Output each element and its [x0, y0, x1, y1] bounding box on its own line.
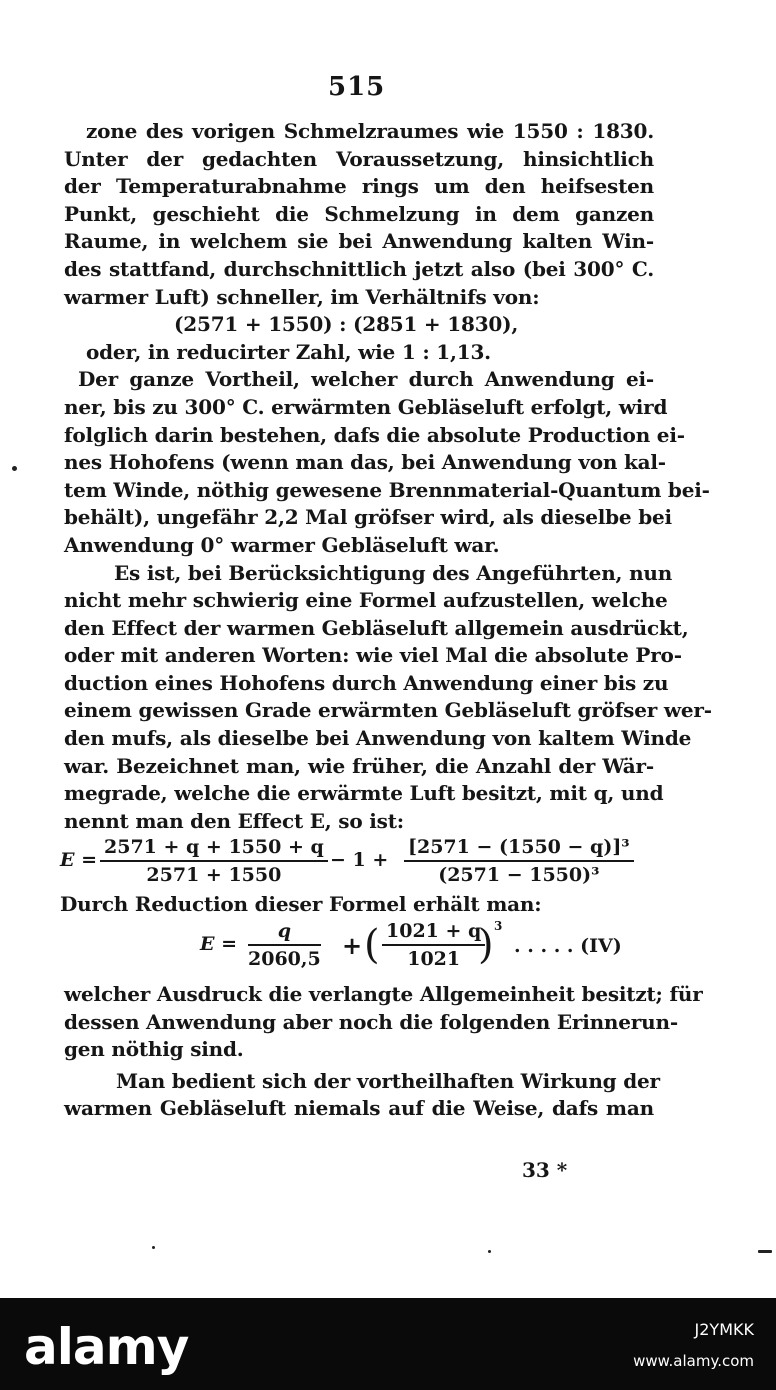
left-paren-icon: (	[364, 922, 380, 969]
fraction-denominator: 1021	[382, 944, 485, 971]
text-line: einem gewissen Grade erwärmten Gebläseluft gröfser wer-	[64, 698, 712, 723]
fraction-numerator: 1021 + q	[386, 920, 482, 943]
body-text	[60, 118, 712, 1123]
alamy-logo: alamy	[24, 1318, 189, 1376]
fraction-denominator: 2060,5	[248, 948, 321, 971]
text-line: den Effect der warmen Gebläseluft allgemein ausdrückt,	[64, 615, 689, 640]
text-line: Der ganze Vortheil, welcher durch Anwendung ei-	[78, 367, 654, 392]
text-line: duction eines Hohofens durch Anwendung einer bis zu	[64, 670, 669, 695]
speck-icon	[488, 1250, 491, 1253]
formula-fraction-1	[248, 919, 321, 971]
stock-watermark-bar	[0, 1298, 776, 1390]
reduced-ratio-line: oder, in reducirter Zahl, wie 1 : 1,13.	[86, 339, 491, 364]
formula-middle: − 1 +	[330, 849, 389, 872]
speck-icon	[758, 1250, 772, 1253]
text-line: Durch Reduction dieser Formel erhält man:	[60, 892, 542, 917]
fraction-numerator: [2571 − (1550 − q)]³	[404, 835, 634, 862]
text-line: war. Bezeichnet man, wie früher, die Anzahl der Wär-	[64, 753, 654, 778]
text-line: megrade, welche die erwärmte Luft besitzt, mit q, und	[64, 781, 664, 806]
fraction-denominator: 2571 + 1550	[146, 864, 282, 887]
text-line: Unter der gedachten Voraussetzung, hinsichtlich	[64, 146, 654, 171]
formula-fraction-1	[100, 835, 328, 887]
text-line: Punkt, geschieht die Schmelzung in dem ganzen	[64, 201, 654, 226]
signature-mark: 33 *	[522, 1158, 568, 1182]
text-line: ner, bis zu 300° C. erwärmten Gebläseluft erfolgt, wird	[64, 394, 668, 419]
watermark-url: www.alamy.com	[633, 1352, 754, 1370]
text-line: folglich darin bestehen, dafs die absolute Production ei-	[64, 422, 685, 447]
formula-fraction-2	[404, 835, 634, 887]
text-line: nicht mehr schwierig eine Formel aufzustellen, welche	[64, 588, 668, 613]
fraction-numerator: q	[248, 919, 321, 946]
text-line: behält), ungefähr 2,2 Mal gröfser wird, als dieselbe bei	[64, 505, 672, 530]
formula-fraction-2	[382, 919, 485, 971]
image-id: J2YMKK	[694, 1320, 754, 1339]
speck-icon	[152, 1246, 155, 1249]
text-line: welcher Ausdruck die verlangte Allgemeinheit besitzt; für	[64, 982, 703, 1007]
text-line: zone des vorigen Schmelzraumes wie 1550 : 1830.	[86, 119, 654, 143]
page-number: 515	[328, 72, 386, 102]
text-line: tem Winde, nöthig gewesene Brennmaterial-Quantum bei-	[64, 477, 710, 502]
fraction-denominator: (2571 − 1550)³	[438, 864, 600, 887]
text-line: warmer Luft) schneller, im Verhältnifs von:	[64, 284, 540, 309]
text-line: warmen Gebläseluft niemals auf die Weise, dafs man	[64, 1096, 654, 1121]
text-line: oder mit anderen Worten: wie viel Mal die absolute Pro-	[64, 643, 682, 668]
text-line: der Temperaturabnahme rings um den heifsesten	[64, 174, 654, 199]
text-line: nennt man den Effect E, so ist:	[64, 808, 404, 833]
text-line: den mufs, als dieselbe bei Anwendung von kaltem Winde	[64, 726, 692, 751]
text-line: Man bedient sich der vortheilhaften Wirkung der	[116, 1068, 660, 1093]
fraction-numerator: 2571 + q + 1550 + q	[100, 835, 328, 862]
effect-formula	[60, 835, 654, 891]
formula-plus: +	[342, 931, 363, 961]
text-line: Raume, in welchem sie bei Anwendung kalten Win-	[64, 229, 654, 254]
reduced-formula	[64, 919, 654, 979]
formula-lhs: E =	[200, 933, 238, 956]
right-paren-icon: )	[478, 922, 494, 969]
text-line: Anwendung 0° warmer Gebläseluft war.	[64, 532, 500, 557]
text-line: dessen Anwendung aber noch die folgenden Erinnerun-	[64, 1009, 678, 1034]
equation-label: . . . . . (IV)	[514, 935, 622, 958]
speck-icon	[12, 466, 17, 471]
text-line: des stattfand, durchschnittlich jetzt also (bei 300° C.	[64, 256, 654, 281]
formula-exponent: 3	[494, 919, 503, 934]
text-line: nes Hohofens (wenn man das, bei Anwendung von kal-	[64, 450, 666, 475]
formula-lhs: E =	[60, 849, 98, 872]
ratio-line: (2571 + 1550) : (2851 + 1830),	[174, 312, 519, 337]
text-line: Es ist, bei Berücksichtigung des Angeführten, nun	[114, 560, 673, 585]
text-line: gen nöthig sind.	[64, 1037, 244, 1062]
